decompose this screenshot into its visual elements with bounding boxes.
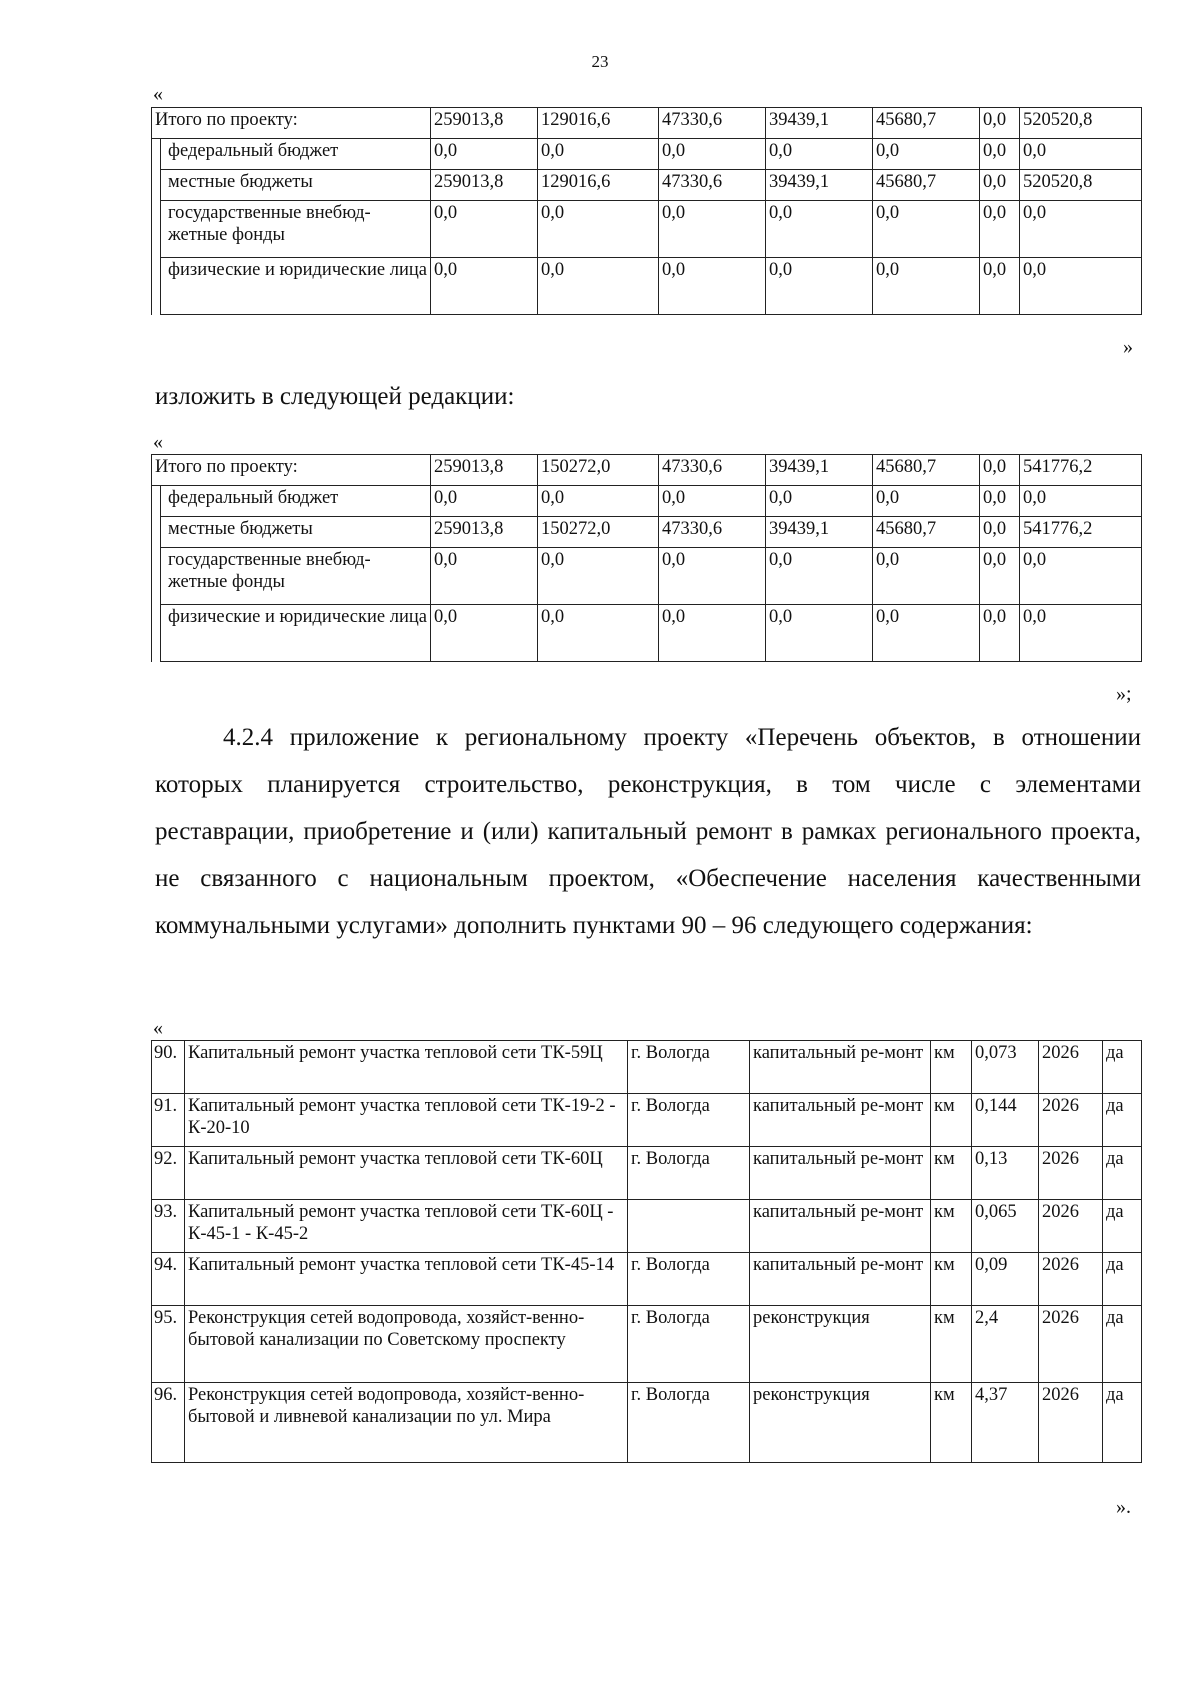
value-cell: 0,0 — [873, 605, 980, 662]
table-row — [152, 1383, 1142, 1463]
value-cell: 0,0 — [538, 605, 659, 662]
value-cell: 0,0 — [980, 170, 1020, 201]
table-row — [152, 605, 1142, 662]
indent-cell — [152, 139, 161, 170]
object-city: г. Вологда — [628, 1094, 750, 1147]
table-row — [152, 201, 1142, 258]
amount: 0,13 — [972, 1147, 1039, 1200]
value-cell: 0,0 — [538, 201, 659, 258]
table-row — [152, 548, 1142, 605]
table-row — [152, 1306, 1142, 1383]
value-cell: 0,0 — [659, 258, 766, 315]
flag: да — [1103, 1383, 1142, 1463]
value-cell: 0,0 — [431, 548, 538, 605]
row-label: Итого по проекту: — [152, 108, 431, 139]
year: 2026 — [1039, 1306, 1103, 1383]
indent-cell — [152, 486, 161, 517]
flag: да — [1103, 1094, 1142, 1147]
value-cell: 0,0 — [980, 486, 1020, 517]
amount: 0,144 — [972, 1094, 1039, 1147]
value-cell: 0,0 — [659, 486, 766, 517]
value-cell: 47330,6 — [659, 170, 766, 201]
unit: км — [931, 1147, 972, 1200]
value-cell: 259013,8 — [431, 455, 538, 486]
value-cell: 0,0 — [659, 201, 766, 258]
value-cell: 0,0 — [766, 201, 873, 258]
unit: км — [931, 1094, 972, 1147]
value-cell: 0,0 — [538, 486, 659, 517]
value-cell: 0,0 — [980, 455, 1020, 486]
value-cell: 520520,8 — [1020, 108, 1142, 139]
quote-open-3: « — [153, 1017, 163, 1039]
value-cell: 0,0 — [1020, 605, 1142, 662]
flag: да — [1103, 1147, 1142, 1200]
table-row — [152, 170, 1142, 201]
row-label: местные бюджеты — [161, 517, 431, 548]
object-city — [628, 1200, 750, 1253]
object-name: Капитальный ремонт участка тепловой сети ТК-60Ц — [185, 1147, 628, 1200]
value-cell: 129016,6 — [538, 108, 659, 139]
year: 2026 — [1039, 1383, 1103, 1463]
quote-close-2: »; — [1116, 683, 1132, 705]
quote-open-1: « — [153, 83, 163, 105]
value-cell: 0,0 — [659, 139, 766, 170]
work-type: капитальный ре-монт — [750, 1253, 931, 1306]
value-cell: 0,0 — [431, 258, 538, 315]
flag: да — [1103, 1306, 1142, 1383]
amount: 0,09 — [972, 1253, 1039, 1306]
value-cell: 541776,2 — [1020, 455, 1142, 486]
value-cell: 45680,7 — [873, 170, 980, 201]
value-cell: 0,0 — [766, 258, 873, 315]
row-number: 90. — [152, 1041, 185, 1094]
table-row — [152, 1253, 1142, 1306]
object-name: Капитальный ремонт участка тепловой сети ТК-45-14 — [185, 1253, 628, 1306]
value-cell: 0,0 — [538, 139, 659, 170]
indent-cell — [152, 517, 161, 548]
value-cell: 0,0 — [980, 548, 1020, 605]
amount: 0,065 — [972, 1200, 1039, 1253]
row-label: государственные внебюд-жетные фонды — [161, 548, 431, 605]
quote-close-1: » — [1123, 336, 1133, 358]
object-name: Капитальный ремонт участка тепловой сети ТК-59Ц — [185, 1041, 628, 1094]
value-cell: 0,0 — [766, 486, 873, 517]
row-number: 93. — [152, 1200, 185, 1253]
value-cell: 259013,8 — [431, 108, 538, 139]
unit: км — [931, 1306, 972, 1383]
unit: км — [931, 1253, 972, 1306]
financing-table-old — [151, 107, 1142, 315]
work-type: реконструкция — [750, 1383, 931, 1463]
value-cell: 0,0 — [980, 605, 1020, 662]
row-label: государственные внебюд-жетные фонды — [161, 201, 431, 258]
row-number: 92. — [152, 1147, 185, 1200]
table-row — [152, 1200, 1142, 1253]
value-cell: 150272,0 — [538, 455, 659, 486]
value-cell: 0,0 — [873, 201, 980, 258]
value-cell: 150272,0 — [538, 517, 659, 548]
work-type: реконструкция — [750, 1306, 931, 1383]
table-row — [152, 1094, 1142, 1147]
value-cell: 0,0 — [873, 548, 980, 605]
table-row — [152, 258, 1142, 315]
value-cell: 0,0 — [431, 605, 538, 662]
object-city: г. Вологда — [628, 1306, 750, 1383]
year: 2026 — [1039, 1094, 1103, 1147]
object-name: Реконструкция сетей водопровода, хозяйст-венно-бытовой и ливневой канализации по ул. Мира — [185, 1383, 628, 1463]
row-label: физические и юридические лица — [161, 605, 431, 662]
value-cell: 520520,8 — [1020, 170, 1142, 201]
financing-table-new — [151, 454, 1142, 662]
work-type: капитальный ре-монт — [750, 1147, 931, 1200]
row-number: 96. — [152, 1383, 185, 1463]
value-cell: 0,0 — [659, 548, 766, 605]
flag: да — [1103, 1200, 1142, 1253]
object-city: г. Вологда — [628, 1041, 750, 1094]
value-cell: 0,0 — [980, 108, 1020, 139]
object-city: г. Вологда — [628, 1253, 750, 1306]
indent-cell — [152, 548, 161, 605]
row-label: физические и юридические лица — [161, 258, 431, 315]
value-cell: 45680,7 — [873, 517, 980, 548]
value-cell: 0,0 — [980, 139, 1020, 170]
value-cell: 0,0 — [980, 258, 1020, 315]
value-cell: 39439,1 — [766, 170, 873, 201]
value-cell: 0,0 — [431, 139, 538, 170]
value-cell: 0,0 — [873, 258, 980, 315]
object-name: Реконструкция сетей водопровода, хозяйст-венно-бытовой канализации по Советскому проспекту — [185, 1306, 628, 1383]
indent-cell — [152, 258, 161, 315]
value-cell: 0,0 — [659, 605, 766, 662]
object-name: Капитальный ремонт участка тепловой сети ТК-60Ц - К-45-1 - К-45-2 — [185, 1200, 628, 1253]
value-cell: 39439,1 — [766, 517, 873, 548]
value-cell: 0,0 — [980, 517, 1020, 548]
row-label: федеральный бюджет — [161, 486, 431, 517]
objects-table — [151, 1040, 1142, 1463]
row-label: Итого по проекту: — [152, 455, 431, 486]
work-type: капитальный ре-монт — [750, 1200, 931, 1253]
table-row — [152, 455, 1142, 486]
value-cell: 47330,6 — [659, 517, 766, 548]
amount: 4,37 — [972, 1383, 1039, 1463]
value-cell: 39439,1 — [766, 108, 873, 139]
object-name: Капитальный ремонт участка тепловой сети ТК-19-2 - К-20-10 — [185, 1094, 628, 1147]
table-row — [152, 1041, 1142, 1094]
indent-cell — [152, 170, 161, 201]
row-number: 94. — [152, 1253, 185, 1306]
row-number: 91. — [152, 1094, 185, 1147]
table-row — [152, 517, 1142, 548]
flag: да — [1103, 1041, 1142, 1094]
indent-cell — [152, 605, 161, 662]
intro-text: изложить в следующей редакции: — [155, 383, 515, 410]
flag: да — [1103, 1253, 1142, 1306]
value-cell: 259013,8 — [431, 517, 538, 548]
value-cell: 47330,6 — [659, 455, 766, 486]
row-label: местные бюджеты — [161, 170, 431, 201]
value-cell: 0,0 — [1020, 258, 1142, 315]
value-cell: 259013,8 — [431, 170, 538, 201]
table-row — [152, 486, 1142, 517]
year: 2026 — [1039, 1147, 1103, 1200]
year: 2026 — [1039, 1041, 1103, 1094]
value-cell: 0,0 — [1020, 139, 1142, 170]
value-cell: 0,0 — [1020, 201, 1142, 258]
value-cell: 45680,7 — [873, 108, 980, 139]
value-cell: 129016,6 — [538, 170, 659, 201]
value-cell: 541776,2 — [1020, 517, 1142, 548]
object-city: г. Вологда — [628, 1147, 750, 1200]
table-row — [152, 108, 1142, 139]
value-cell: 0,0 — [431, 486, 538, 517]
year: 2026 — [1039, 1253, 1103, 1306]
value-cell: 0,0 — [766, 605, 873, 662]
value-cell: 0,0 — [873, 486, 980, 517]
indent-cell — [152, 201, 161, 258]
amount: 0,073 — [972, 1041, 1039, 1094]
work-type: капитальный ре-монт — [750, 1094, 931, 1147]
value-cell: 0,0 — [766, 548, 873, 605]
value-cell: 0,0 — [1020, 486, 1142, 517]
amount: 2,4 — [972, 1306, 1039, 1383]
row-label: федеральный бюджет — [161, 139, 431, 170]
value-cell: 0,0 — [538, 258, 659, 315]
page-number: 23 — [591, 52, 609, 71]
value-cell: 39439,1 — [766, 455, 873, 486]
value-cell: 0,0 — [873, 139, 980, 170]
body-paragraph: 4.2.4 приложение к региональному проекту «Перечень объектов, в отношении которых планируется строительство, реконструкция, в том числе с элементами реставрации, приобретение и (или) капитальный ремонт в рамках регионального проекта, не связанного с национальным проектом, «Обеспечение населения качественными коммунальными услугами» дополнить пунктами 90 – 96 следующего содержания: — [155, 724, 1141, 939]
row-number: 95. — [152, 1306, 185, 1383]
unit: км — [931, 1383, 972, 1463]
value-cell: 0,0 — [538, 548, 659, 605]
value-cell: 0,0 — [431, 201, 538, 258]
value-cell: 45680,7 — [873, 455, 980, 486]
value-cell: 0,0 — [1020, 548, 1142, 605]
unit: км — [931, 1200, 972, 1253]
value-cell: 47330,6 — [659, 108, 766, 139]
object-city: г. Вологда — [628, 1383, 750, 1463]
quote-close-3: ». — [1116, 1496, 1131, 1518]
work-type: капитальный ре-монт — [750, 1041, 931, 1094]
table-row — [152, 139, 1142, 170]
quote-open-2: « — [153, 431, 163, 453]
year: 2026 — [1039, 1200, 1103, 1253]
unit: км — [931, 1041, 972, 1094]
value-cell: 0,0 — [980, 201, 1020, 258]
table-row — [152, 1147, 1142, 1200]
value-cell: 0,0 — [766, 139, 873, 170]
